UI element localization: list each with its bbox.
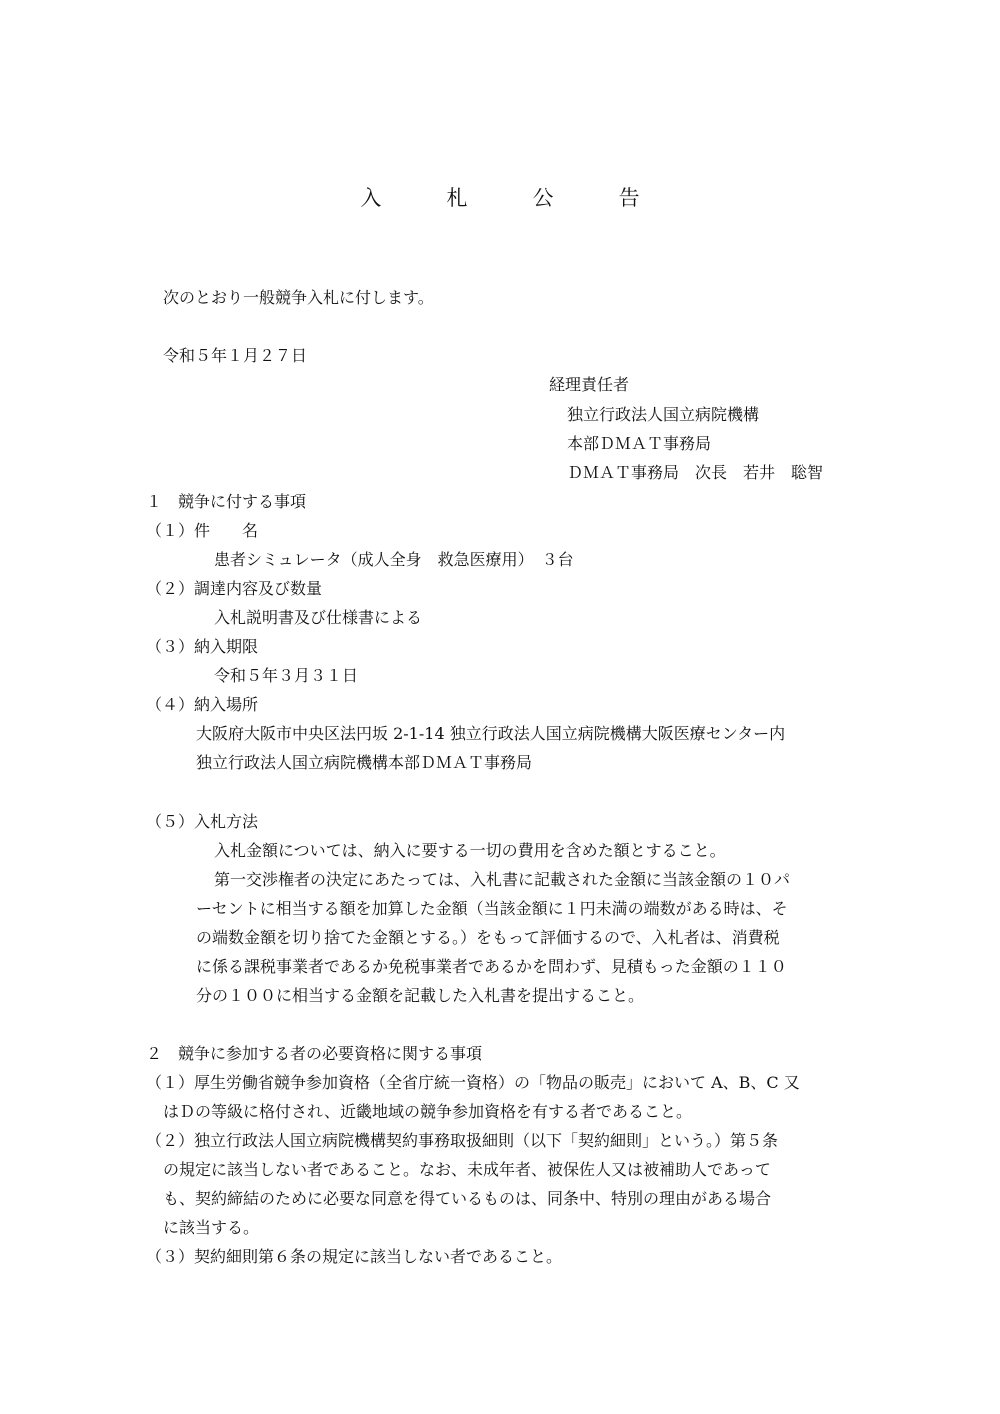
item-3-content: 令和５年３月３１日 xyxy=(214,666,359,685)
item-5-line1: 入札金額については、納入に要する一切の費用を含めた額とすること。 xyxy=(214,841,726,860)
notice-date: 令和５年１月２７日 xyxy=(163,346,308,365)
item-1-label: （１）件 名 xyxy=(146,521,259,540)
item-5-line5: に係る課税事業者であるか免税事業者であるかを問わず、見積もった金額の１１０ xyxy=(196,957,787,976)
qual-2-line3: も、契約締結のために必要な同意を得ているものは、同条中、特別の理由がある場合 xyxy=(163,1189,772,1208)
intro-text: 次のとおり一般競争入札に付します。 xyxy=(163,288,434,307)
item-2-content: 入札説明書及び仕様書による xyxy=(214,608,423,627)
qual-1-line1: （１）厚生労働省競争参加資格（全省庁統一資格）の「物品の販売」において A、B、C 又 xyxy=(146,1073,800,1092)
item-5-line6: 分の１００に相当する金額を記載した入札書を提出すること。 xyxy=(196,986,645,1005)
item-5-line3: ーセントに相当する額を加算した金額（当該金額に１円未満の端数がある時は、そ xyxy=(196,899,788,918)
qual-3-line1: （３）契約細則第６条の規定に該当しない者であること。 xyxy=(146,1247,563,1266)
item-4-label: （４）納入場所 xyxy=(146,695,259,714)
item-4-line2: 独立行政法人国立病院機構本部ＤＭＡＴ事務局 xyxy=(196,753,533,772)
page-title: 入 札 公 告 xyxy=(360,186,662,210)
qual-2-line2: の規定に該当しない者であること。なお、未成年者、被保佐人又は被補助人であって xyxy=(163,1160,771,1179)
section-1-heading: １ 競争に付する事項 xyxy=(146,492,307,511)
item-5-line2: 第一交渉権者の決定にあたっては、入札書に記載された金額に当該金額の１０パ xyxy=(214,870,791,889)
issuer-org1: 独立行政法人国立病院機構 xyxy=(567,405,760,424)
issuer-role: 経理責任者 xyxy=(549,375,630,394)
item-3-label: （３）納入期限 xyxy=(146,637,259,656)
issuer-person: ＤＭＡＴ事務局 次長 若井 聡智 xyxy=(567,463,824,482)
qual-2-line4: に該当する。 xyxy=(163,1218,260,1237)
item-4-line1: 大阪府大阪市中央区法円坂 2-1-14 独立行政法人国立病院機構大阪医療センター内 xyxy=(196,724,786,743)
issuer-org2: 本部ＤＭＡＴ事務局 xyxy=(567,434,712,453)
section-2-heading: ２ 競争に参加する者の必要資格に関する事項 xyxy=(146,1044,483,1063)
qual-2-line1: （２）独立行政法人国立病院機構契約事務取扱細則（以下「契約細則」という。）第５条 xyxy=(146,1131,779,1150)
item-1-content: 患者シミュレータ（成人全身 救急医療用） ３台 xyxy=(214,550,574,569)
item-5-line4: の端数金額を切り捨てた金額とする。）をもって評価するので、入札者は、消費税 xyxy=(196,928,780,947)
qual-1-line2: はＤの等級に格付され、近畿地域の競争参加資格を有する者であること。 xyxy=(163,1102,692,1121)
item-5-label: （５）入札方法 xyxy=(146,812,259,831)
item-2-label: （２）調達内容及び数量 xyxy=(146,579,323,598)
